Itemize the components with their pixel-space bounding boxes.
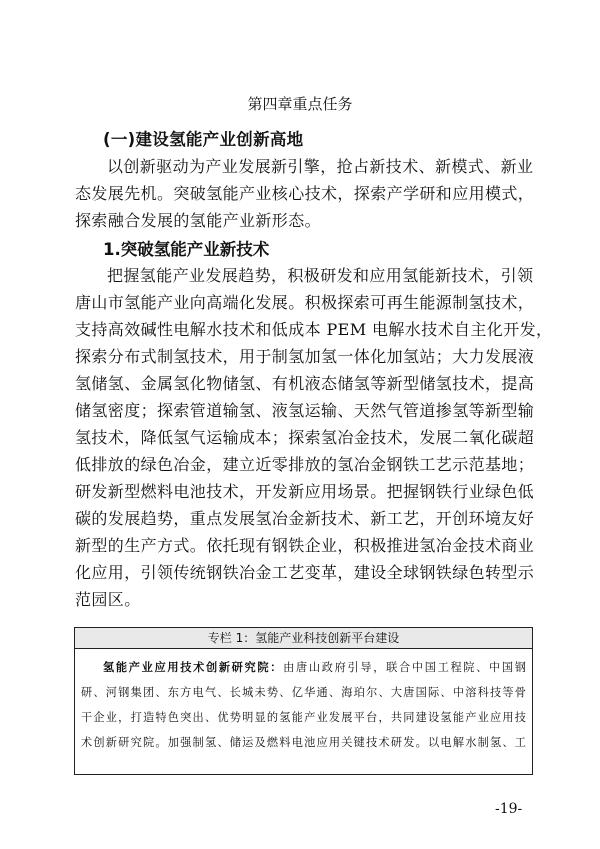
feature-box-body — [75, 649, 532, 755]
subsection-heading: 1.突破氢能产业新技术 — [103, 240, 270, 259]
paragraph-line: 支持高效碱性电解水技术和低成本 PEM 电解水技术自主化开发， — [75, 320, 553, 339]
paragraph-line: 研发新型燃料电池技术，开发新应用场景。把握钢铁行业绿色低 — [75, 482, 535, 501]
feature-box-line — [81, 655, 526, 680]
paragraph-line: 态发展先机。突破氢能产业核心技术，探索产学研和应用模式， — [75, 184, 535, 203]
body-paragraph — [75, 262, 553, 613]
feature-box-lead-text: 由唐山政府引导，联合中国工程院、中国钢 — [283, 661, 526, 674]
paragraph-line: 低排放的绿色冶金，建立近零排放的氢冶金钢铁工艺示范基地； — [75, 455, 535, 474]
paragraph-line: 范园区。 — [75, 590, 141, 609]
paragraph-line: 唐山市氢能产业向高端化发展。积极探索可再生能源制氢技术， — [75, 293, 535, 312]
intro-paragraph — [75, 153, 535, 234]
paragraph-line: 把握氢能产业发展趋势，积极研发和应用氢能新技术，引领 — [107, 266, 534, 285]
feature-box-line: 干企业，打造特色突出、优势明显的氢能产业发展平台，共同建设氢能产业应用技 — [81, 711, 526, 724]
paragraph-line: 碳的发展趋势，重点发展氢冶金新技术、新工艺，开创环境友好 — [75, 509, 535, 528]
paragraph-line: 探索分布式制氢技术，用于制氢加氢一体化加氢站；大力发展液 — [75, 347, 535, 366]
page-number: -19- — [495, 801, 523, 817]
feature-box-title: 专栏 1：氢能产业科技创新平台建设 — [75, 628, 532, 649]
paragraph-line: 探索融合发展的氢能产业新形态。 — [75, 211, 322, 230]
paragraph-line: 新型的生产方式。依托现有钢铁企业，积极推进氢冶金技术商业 — [75, 536, 535, 555]
paragraph-line: 储氢密度；探索管道输氢、液氢运输、天然气管道掺氢等新型输 — [75, 401, 535, 420]
feature-box-lead-bold: 氢能产业应用技术创新研究院： — [103, 661, 284, 674]
paragraph-line: 氢技术，降低氢气运输成本；探索氢冶金技术，发展二氧化碳超 — [75, 428, 535, 447]
paragraph-line: 化应用，引领传统钢铁冶金工艺变革，建设全球钢铁绿色转型示 — [75, 563, 535, 582]
section-heading: (一)建设氢能产业创新高地 — [103, 130, 304, 149]
paragraph-line: 以创新驱动为产业发展新引擎，抢占新技术、新模式、新业 — [107, 157, 534, 176]
chapter-title: 第四章重点任务 — [247, 95, 353, 113]
feature-box-line: 研、河钢集团、东方电气、长城未势、亿华通、海珀尔、大唐国际、中溶科技等骨 — [81, 686, 526, 699]
paragraph-line: 氢储氢、金属氢化物储氢、有机液态储氢等新型储氢技术，提高 — [75, 374, 535, 393]
feature-box — [74, 627, 533, 775]
feature-box-line: 术创新研究院。加强制氢、储运及燃料电池应用关键技术研发。以电解水制氢、工 — [81, 736, 526, 749]
